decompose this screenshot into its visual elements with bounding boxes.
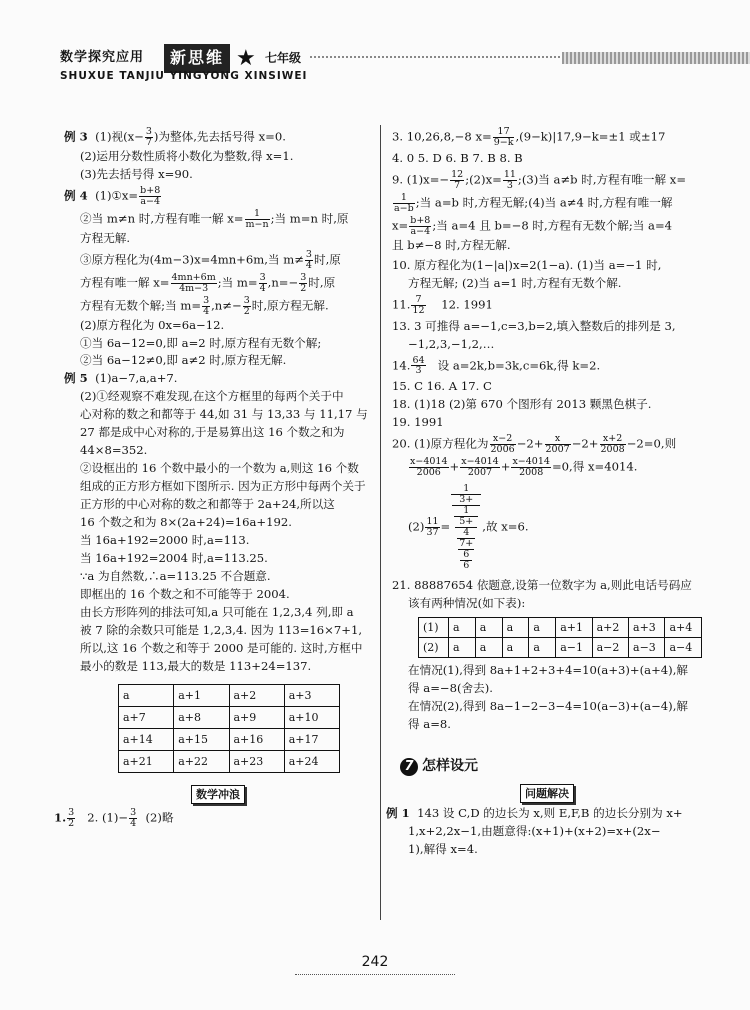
fraction: $\frac{x+2}{2008}$: [600, 433, 625, 456]
answers-11-12: [392, 295, 702, 316]
example-3-line-3: (3)先去括号得 x=90.: [80, 166, 193, 181]
text: ②当 m≠n 时,方程有唯一解 x=: [80, 211, 244, 226]
table-cell: a+2: [592, 617, 628, 637]
example-4-line-8: ①当 6a−12=0,即 a=2 时,原方程有无数个解;: [80, 335, 322, 350]
text: 12. 1991: [441, 297, 493, 312]
fraction: $\frac{x-4014}{2007}$: [461, 456, 499, 479]
text: (1)a−7,a,a+7.: [95, 371, 178, 386]
answer-13-line-2: −1,2,3,−1,2,…: [408, 336, 495, 351]
answer-3: [392, 127, 702, 148]
header-pattern-bar: [562, 52, 750, 64]
table-cell: a+23: [229, 751, 284, 773]
table-cell: a: [119, 684, 174, 706]
example-5-line-7: 组成的正方形方框如下图所示. 因为正方形中每两个关于: [80, 479, 366, 494]
left-column: [54, 126, 372, 830]
example-5-line-2: (2)①经观察不难发现,在这个方框里的每两个关于中: [80, 389, 344, 404]
example-5-label: 例 5: [64, 371, 88, 386]
fraction: $\frac{3}{7}$: [145, 126, 152, 148]
footer-rule: [295, 974, 455, 975]
fraction: $\frac{7}{12}$: [412, 293, 425, 316]
text: 时,原: [313, 252, 341, 267]
example-5-line-3: 心对称的数之和都等于 44,如 31 与 13,33 与 11,17 与: [80, 407, 368, 422]
header-dotted-rule: [310, 56, 560, 58]
text: )为整体,先去括号得 x=0.: [153, 129, 286, 144]
series-title: 数学探究应用: [60, 50, 145, 65]
text: ,n≠−: [211, 298, 242, 313]
example-3-line-2: (2)运用分数性质将小数化为整数,得 x=1.: [80, 148, 294, 163]
text: ;(3)当 a≠b 时,方程有唯一解 x=: [517, 172, 687, 187]
example-4-line-1: [64, 186, 372, 207]
table-cell: a: [449, 617, 476, 637]
example-4-line-6: [64, 296, 372, 317]
example-5-line-16: 所以,这 16 个数之和等于 2000 是可能的. 这时,方框中: [80, 640, 363, 655]
text: ,故 x=6.: [482, 519, 529, 534]
example-4-line-7: (2)原方程化为 0x=6a−12.: [80, 317, 225, 332]
text: 143 设 C,D 的边长为 x,则 E,F,B 的边长分别为 x+: [417, 805, 683, 820]
example-4-line-2: [64, 209, 372, 230]
fraction: $\frac{12}{7}$: [451, 168, 464, 191]
example-4-line-4: [64, 250, 372, 271]
brand-title: 新思维: [164, 44, 230, 73]
text: 3. 10,26,8,−8 x=: [392, 129, 492, 144]
fraction: $\frac{64}{3}$: [412, 354, 425, 377]
example-5-line-11: 当 16a+192=2004 时,a=113.25.: [80, 551, 268, 566]
fraction: $\frac{3}{4}$: [305, 248, 312, 271]
text: 2. (1)−: [87, 810, 129, 825]
table-cell: a+2: [229, 684, 284, 706]
example-4-line-3: 方程无解.: [80, 230, 131, 245]
table-row: [419, 637, 702, 657]
text: −2=0,则: [626, 436, 677, 451]
fraction: $\frac{1}{m-n}$: [245, 207, 269, 230]
example-5-line-4: 27 都是成中心对称的,于是易算出这 16 个数之和为: [80, 425, 345, 440]
section-title: 怎样设元: [422, 757, 478, 774]
table-row: [119, 729, 340, 751]
table-cell: a+22: [174, 751, 229, 773]
table-cell: a+21: [119, 751, 174, 773]
example-3-line-1: [64, 127, 372, 148]
math-surf-badge: 数学冲浪: [191, 785, 245, 804]
answer-13-line-1: 13. 3 可推得 a=−1,c=3,b=2,填入整数后的排列是 3,: [392, 318, 676, 333]
continued-fraction: 1 3+ 1 5+ 4 7+ 6 6: [451, 484, 481, 571]
example-4-line-5: [64, 273, 372, 294]
example-3-label: 例 3: [64, 129, 88, 144]
table-cell: a+10: [284, 706, 339, 728]
table-cell: a+4: [665, 617, 702, 637]
example-1-line-2: 1,x+2,2x−1,由题意得:(x+1)+(x+2)=x+(2x−: [408, 823, 661, 838]
answer-21-line-1: 21. 88887654 依题意,设第一位数字为 a,则此电话号码应: [392, 577, 692, 592]
table-cell: a: [529, 637, 556, 657]
answer-20-line-3: [392, 484, 702, 571]
example-5-line-14: 由长方形阵列的排法可知,a 只可能在 1,2,3,4 列,即 a: [80, 605, 354, 620]
text: (1)①x=: [95, 188, 139, 203]
grade-label: 七年级: [265, 51, 302, 65]
text: 9. (1)x=−: [392, 172, 450, 187]
fraction: $\frac{4mn+6m}{4m-3}$: [171, 271, 216, 294]
table-cell: a−1: [556, 637, 592, 657]
fraction: $\frac{3}{4}$: [203, 294, 210, 317]
example-5-line-10: 当 16a+192=2000 时,a=113.: [80, 533, 250, 548]
text: (2)略: [145, 810, 174, 825]
answer-18: 18. (1)18 (2)第 670 个图形有 2013 颗黑色棋子.: [392, 397, 652, 412]
table-cell: a: [475, 637, 502, 657]
table-cell: a+1: [174, 684, 229, 706]
text: ;当 a=4 且 b=−8 时,方程有无数个解;当 a=4: [432, 218, 673, 233]
example-5-line-1: [64, 370, 372, 388]
table-cell: a+16: [229, 729, 284, 751]
fraction: $\frac{3}{4}$: [259, 271, 266, 294]
fraction: $\frac{11}{37}$: [426, 516, 439, 539]
answer-21-line-3: 在情况(1),得到 8a+1+2+3+4=10(a+3)+(a+4),解: [408, 663, 688, 677]
fraction: $\frac{x-4014}{2006}$: [410, 456, 448, 479]
text: (1)视(x−: [95, 129, 144, 144]
fraction: $\frac{11}{3}$: [503, 168, 516, 191]
section-heading: [400, 756, 702, 778]
text: ;当 m=n 时,原: [270, 211, 349, 226]
text: =: [440, 519, 451, 534]
text: 时,原: [308, 275, 336, 290]
example-5-line-12: ∵a 为自然数,∴a=113.25 不合题意.: [80, 569, 271, 584]
example-4-label: 例 4: [64, 188, 88, 203]
answer-20-line-1: [392, 434, 702, 455]
table-cell: a+9: [229, 706, 284, 728]
text: x=: [392, 218, 409, 233]
example-4-line-9: ②当 6a−12≠0,即 a≠2 时,原方程无解.: [80, 353, 287, 368]
example-1-label: 例 1: [386, 805, 410, 820]
table-cell: a−4: [665, 637, 702, 657]
table-cell: a−3: [629, 637, 665, 657]
example-5-line-15: 被 7 除的余数只可能是 1,2,3,4. 因为 113=16×7+1,: [80, 623, 363, 637]
star-icon: ★: [236, 46, 256, 71]
text: ;(2)x=: [465, 172, 502, 187]
problem-solving-badge: 问题解决: [520, 784, 574, 803]
text: =0,得 x=4014.: [551, 459, 638, 474]
text: 方程有唯一解 x=: [80, 275, 170, 290]
text: −2+: [516, 436, 544, 451]
fraction: $\frac{x-4014}{2008}$: [512, 456, 550, 479]
table-row: [119, 706, 340, 728]
text: 20. (1)原方程化为: [392, 436, 489, 451]
answer-21-line-6: 得 a=8.: [408, 716, 451, 731]
answer-21-line-2: 该有两种情况(如下表):: [408, 595, 526, 610]
table-cell: a: [529, 617, 556, 637]
table-cell: a+14: [119, 729, 174, 751]
fraction: $\frac{3}{2}$: [243, 294, 250, 317]
number-square-table: [118, 684, 340, 773]
table-cell: a: [502, 617, 529, 637]
page-footer: [0, 952, 750, 975]
fraction: $\frac{17}{9-k}$: [493, 126, 514, 148]
answers-4-8: 4. 0 5. D 6. B 7. B 8. B: [392, 150, 523, 165]
answer-21-line-4: 得 a=−8(舍去).: [408, 680, 493, 695]
example-1-line-1: [386, 805, 702, 823]
table-row: [119, 684, 340, 706]
answer-14: [392, 356, 702, 377]
answer-9-line-1: [392, 170, 702, 191]
answer-21-line-5: 在情况(2),得到 8a−1−2−3−4=10(a−3)+(a−4),解: [408, 698, 688, 713]
fraction: $\frac{3}{2}$: [68, 807, 75, 830]
text: ;当 a=b 时,方程无解;(4)当 a≠4 时,方程有唯一解: [415, 195, 673, 210]
table-cell: a+8: [174, 706, 229, 728]
answer-9-line-3: [392, 216, 702, 237]
answer-19: 19. 1991: [392, 415, 444, 430]
table-cell: a+1: [556, 617, 592, 637]
text: 14.: [392, 357, 411, 372]
fraction: $\frac{x-2}{2006}$: [490, 433, 515, 456]
text: ,(9−k)|17,9−k=±1 或±17: [515, 129, 666, 144]
table-row: [419, 617, 702, 637]
fraction: $\frac{b+8}{a-4}$: [410, 214, 431, 237]
table-cell: a: [502, 637, 529, 657]
math-surf-heading: [64, 785, 372, 804]
text: 时,原方程无解.: [251, 298, 329, 313]
example-5-line-8: 正方形的中心对称的数之和都等于 2a+24,所以这: [80, 497, 335, 512]
phone-number-table: [418, 617, 702, 658]
table-cell: a+7: [119, 706, 174, 728]
table-cell: a: [475, 617, 502, 637]
table-cell: a−2: [592, 637, 628, 657]
problem-solving-heading: [392, 784, 702, 803]
table-row: [119, 751, 340, 773]
example-5-line-5: 44×8=352.: [80, 443, 148, 458]
example-5-line-13: 即框出的 16 个数之和不可能等于 2004.: [80, 587, 290, 602]
text: 设 a=2k,b=3k,c=6k,得 k=2.: [437, 357, 601, 372]
fraction: $\frac{3}{2}$: [300, 271, 307, 294]
fraction: $\frac{3}{4}$: [130, 807, 137, 830]
page-header: [60, 44, 750, 84]
page-number: 242: [361, 954, 389, 970]
example-1-line-3: 1),解得 x=4.: [408, 841, 478, 856]
text: ③原方程化为(4m−3)x=4mn+6m,当 m≠: [80, 252, 304, 267]
text: (2): [408, 519, 425, 534]
answer-10-line-1: 10. 原方程化为(1−|a|)x=2(1−a). (1)当 a=−1 时,: [392, 257, 662, 272]
table-cell: a+15: [174, 729, 229, 751]
text: 方程有无数个解;当 m=: [80, 298, 202, 313]
table-cell: a+3: [629, 617, 665, 637]
fraction: $\frac{b+8}{a-4}$: [140, 184, 161, 207]
text: −2+: [571, 436, 599, 451]
example-5-line-6: ②设框出的 16 个数中最小的一个数为 a,则这 16 个数: [80, 461, 359, 476]
text: ,n=−: [267, 275, 299, 290]
example-5-line-9: 16 个数之和为 8×(2a+24)=16a+192.: [80, 515, 292, 530]
table-cell: a: [449, 637, 476, 657]
answers-15-17: 15. C 16. A 17. C: [392, 379, 492, 394]
fraction: $\frac{x}{2007}$: [545, 433, 570, 456]
answer-20-line-2: $\frac{x-4014}{2006}$ + $\frac{x-4014}{2007}$ + $\frac{x-4014}{2008}$ =0,得 x=4014.: [410, 456, 638, 479]
example-5-line-17: 最小的数是 113,最大的数是 113+24=137.: [80, 658, 312, 673]
text: ;当 m=: [217, 275, 258, 290]
math-surf-answers: [54, 808, 372, 829]
answer-9-line-2: [392, 193, 702, 214]
table-cell: (1): [419, 617, 449, 637]
text: 11.: [392, 297, 411, 312]
answer-9-line-4: 且 b≠−8 时,方程无解.: [392, 237, 511, 252]
answer-10-line-2: 方程无解; (2)当 a=1 时,方程有无数个解.: [408, 275, 622, 290]
right-column: [386, 126, 702, 859]
series-pinyin: SHUXUE TANJIU YINGYONG XINSIWEI: [60, 70, 308, 82]
table-cell: (2): [419, 637, 449, 657]
column-divider: [380, 125, 381, 920]
table-cell: a+17: [284, 729, 339, 751]
fraction: $\frac{1}{a-b}$: [394, 191, 414, 214]
table-cell: a+3: [284, 684, 339, 706]
section-number-badge: 7: [400, 758, 418, 776]
text: 1.: [54, 810, 67, 825]
table-cell: a+24: [284, 751, 339, 773]
